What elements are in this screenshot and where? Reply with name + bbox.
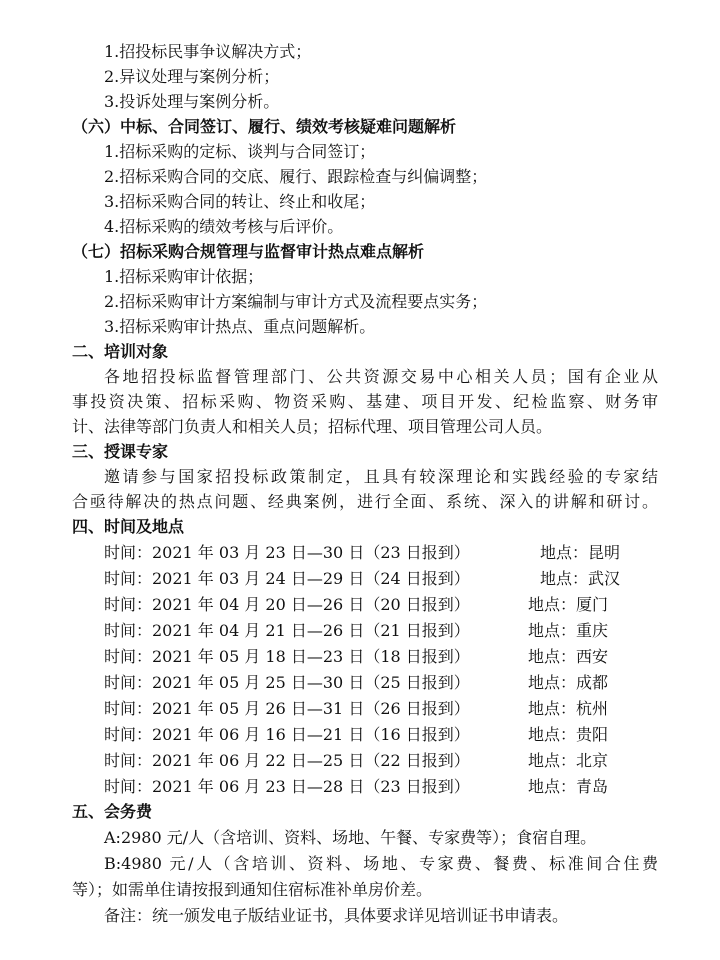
list-item: 1.招标采购的定标、谈判与合同签订； (104, 142, 376, 161)
schedule-location: 地点：西安 (528, 647, 609, 666)
section-3-title: 三、授课专家 (72, 442, 169, 461)
schedule-time: 时间：2021 年 04 月 21 日—26 日（21 日报到） (104, 621, 470, 640)
subsection-7-title: （七）招标采购合规管理与监督审计热点难点解析 (72, 242, 425, 261)
list-item: 2.招标采购合同的交底、履行、跟踪检查与纠偏调整； (104, 167, 488, 186)
schedule-location: 地点：昆明 (540, 543, 621, 562)
schedule-time: 时间：2021 年 03 月 23 日—30 日（23 日报到） (104, 543, 470, 562)
list-item: 4.招标采购的绩效考核与后评价。 (104, 217, 344, 236)
list-item: 2.招标采购审计方案编制与审计方式及流程要点实务； (104, 292, 488, 311)
fee-note: 备注：统一颁发电子版结业证书，具体要求详见培训证书申请表。 (104, 906, 569, 925)
paragraph-line: 合亟待解决的热点问题、经典案例，进行全面、系统、深入的讲解和研讨。 (72, 492, 658, 511)
schedule-location: 地点：青岛 (528, 777, 609, 796)
fee-option-b-continued: 等）；如需单住请按报到通知住宿标准补单房价差。 (72, 880, 433, 899)
list-item: 3.投诉处理与案例分析。 (104, 92, 280, 111)
subsection-6-title: （六）中标、合同签订、履行、绩效考核疑难问题解析 (72, 117, 457, 136)
paragraph-line: 邀请参与国家招投标政策制定，且具有较深理论和实践经验的专家结 (104, 467, 658, 486)
list-item: 1.招标采购审计依据； (104, 267, 264, 286)
schedule-time: 时间：2021 年 06 月 23 日—28 日（23 日报到） (104, 777, 470, 796)
section-2-title: 二、培训对象 (72, 342, 169, 361)
schedule-location: 地点：重庆 (528, 621, 609, 640)
list-item: 3.招标采购合同的转让、终止和收尾； (104, 192, 376, 211)
schedule-time: 时间：2021 年 03 月 24 日—29 日（24 日报到） (104, 569, 470, 588)
schedule-location: 地点：杭州 (528, 699, 609, 718)
schedule-time: 时间：2021 年 05 月 18 日—23 日（18 日报到） (104, 647, 470, 666)
paragraph-line: 事投资决策、招标采购、物资采购、基建、项目开发、纪检监察、财务审 (72, 392, 658, 411)
schedule-location: 地点：贵阳 (528, 725, 609, 744)
schedule-location: 地点：北京 (528, 751, 609, 770)
schedule-location: 地点：厦门 (528, 595, 609, 614)
schedule-time: 时间：2021 年 06 月 16 日—21 日（16 日报到） (104, 725, 470, 744)
list-item: 3.招标采购审计热点、重点问题解析。 (104, 317, 376, 336)
paragraph-line: 各地招投标监督管理部门、公共资源交易中心相关人员；国有企业从 (104, 367, 658, 386)
schedule-location: 地点：成都 (528, 673, 609, 692)
fee-option-a: A:2980 元/人（含培训、资料、场地、午餐、专家费等）；食宿自理。 (104, 828, 597, 847)
section-4-title: 四、时间及地点 (72, 517, 185, 536)
section-5-title: 五、会务费 (72, 802, 153, 821)
schedule-time: 时间：2021 年 04 月 20 日—26 日（20 日报到） (104, 595, 470, 614)
schedule-location: 地点：武汉 (540, 569, 621, 588)
paragraph-line: 计、法律等部门负责人和相关人员；招标代理、项目管理公司人员。 (72, 417, 553, 436)
schedule-time: 时间：2021 年 05 月 25 日—30 日（25 日报到） (104, 673, 470, 692)
schedule-time: 时间：2021 年 05 月 26 日—31 日（26 日报到） (104, 699, 470, 718)
schedule-time: 时间：2021 年 06 月 22 日—25 日（22 日报到） (104, 751, 470, 770)
list-item: 2.异议处理与案例分析； (104, 67, 280, 86)
list-item: 1.招投标民事争议解决方式； (104, 42, 312, 61)
fee-option-b: B:4980 元/人（含培训、资料、场地、专家费、餐费、标准间合住费 (104, 854, 658, 873)
